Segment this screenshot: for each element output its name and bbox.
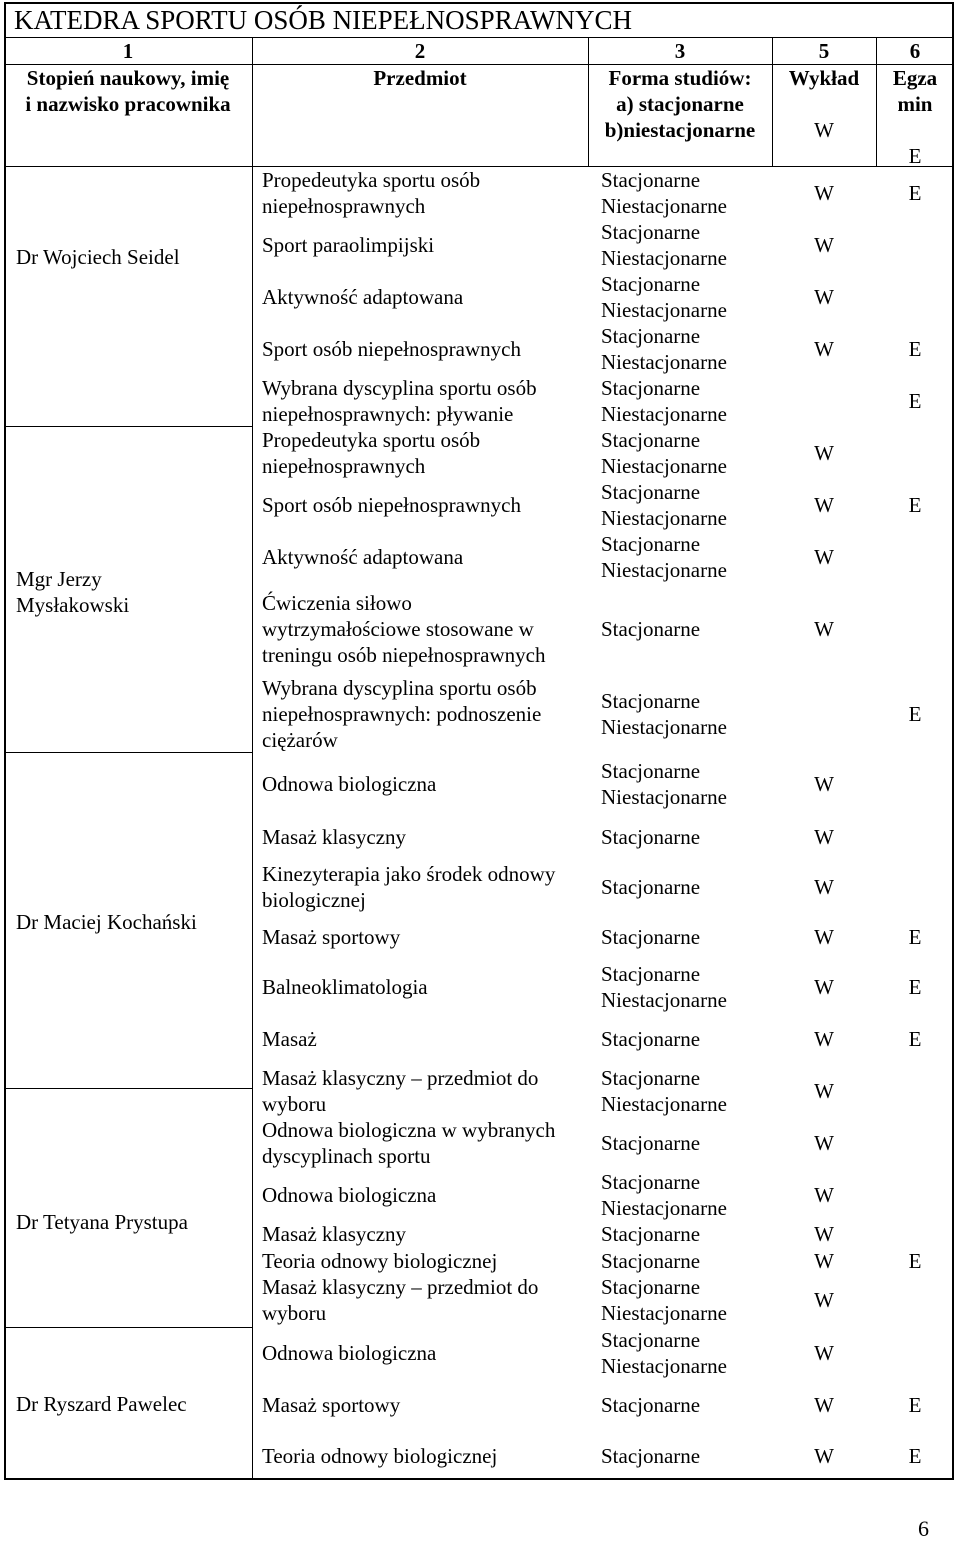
subject-name: Kinezyterapia jako środek odnowy bbox=[262, 862, 556, 886]
lecture-mark: W bbox=[814, 1288, 834, 1312]
study-form: Niestacjonarne bbox=[601, 194, 727, 218]
employee-name: Dr Ryszard Pawelec bbox=[16, 1392, 187, 1416]
study-form: Stacjonarne bbox=[601, 925, 701, 949]
study-form: Stacjonarne bbox=[601, 1222, 701, 1246]
subject-name: Aktywność adaptowana bbox=[262, 545, 464, 569]
subject-name: ciężarów bbox=[262, 728, 338, 752]
subject-name: Odnowa biologiczna bbox=[262, 1183, 437, 1207]
subject-name: Propedeutyka sportu osób bbox=[262, 428, 481, 452]
lecture-mark: W bbox=[814, 617, 834, 641]
lecture-mark: W bbox=[814, 1222, 834, 1246]
subject-name: Wybrana dyscyplina sportu osób bbox=[262, 376, 537, 400]
page-number: 6 bbox=[918, 1516, 929, 1541]
lecture-mark: W bbox=[814, 1393, 834, 1417]
subject-name: niepełnosprawnych: podnoszenie bbox=[262, 702, 542, 726]
study-form: Stacjonarne bbox=[601, 532, 701, 556]
study-form: Stacjonarne bbox=[601, 272, 701, 296]
lecture-mark: W bbox=[814, 825, 834, 849]
subject-name: Masaż bbox=[262, 1027, 317, 1051]
subject-name: Masaż sportowy bbox=[262, 1393, 401, 1417]
lecture-mark: W bbox=[814, 1079, 834, 1103]
subject-name: Sport osób niepełnosprawnych bbox=[262, 493, 521, 517]
employee-name: Mgr Jerzy bbox=[16, 567, 102, 591]
page-title: KATEDRA SPORTU OSÓB NIEPEŁNOSPRAWNYCH bbox=[14, 5, 633, 35]
lecture-mark: W bbox=[814, 285, 834, 309]
study-form: Niestacjonarne bbox=[601, 1354, 727, 1378]
lecture-mark: W bbox=[814, 1341, 834, 1365]
subject-name: Wybrana dyscyplina sportu osób bbox=[262, 676, 537, 700]
header-study-form: a) stacjonarne bbox=[616, 92, 744, 116]
study-form: Stacjonarne bbox=[601, 376, 701, 400]
exam-mark: E bbox=[908, 975, 922, 999]
study-form: Stacjonarne bbox=[601, 825, 701, 849]
lecture-mark: W bbox=[814, 181, 834, 205]
subject-name: Balneoklimatologia bbox=[262, 975, 428, 999]
employee-name: Mysłakowski bbox=[16, 593, 130, 617]
study-form: Niestacjonarne bbox=[601, 1092, 727, 1116]
lecture-mark: W bbox=[814, 1444, 834, 1468]
subject-name: Odnowa biologiczna bbox=[262, 1341, 437, 1365]
subject-name: niepełnosprawnych bbox=[262, 194, 426, 218]
column-number: 6 bbox=[909, 39, 921, 63]
lecture-mark: W bbox=[814, 337, 834, 361]
header-lecture: W bbox=[814, 118, 834, 142]
study-form: Stacjonarne bbox=[601, 1131, 701, 1155]
study-form: Stacjonarne bbox=[601, 1444, 701, 1468]
subject-name: Propedeutyka sportu osób bbox=[262, 168, 481, 192]
subject-name: niepełnosprawnych: pływanie bbox=[262, 402, 514, 426]
lecture-mark: W bbox=[814, 545, 834, 569]
header-employee: Stopień naukowy, imię bbox=[26, 66, 230, 90]
study-form: Stacjonarne bbox=[601, 1066, 701, 1090]
subject-name: Teoria odnowy biologicznej bbox=[262, 1249, 498, 1273]
study-form: Stacjonarne bbox=[601, 1275, 701, 1299]
exam-mark: E bbox=[908, 925, 922, 949]
study-form: Niestacjonarne bbox=[601, 454, 727, 478]
lecture-mark: W bbox=[814, 1183, 834, 1207]
employee-divider bbox=[4, 1088, 252, 1089]
study-form: Niestacjonarne bbox=[601, 988, 727, 1012]
exam-mark: E bbox=[908, 1249, 922, 1273]
subject-name: dyscyplinach sportu bbox=[262, 1144, 431, 1168]
study-form: Stacjonarne bbox=[601, 962, 701, 986]
subject-name: biologicznej bbox=[262, 888, 366, 912]
lecture-mark: W bbox=[814, 233, 834, 257]
study-form: Stacjonarne bbox=[601, 428, 701, 452]
column-number: 3 bbox=[674, 39, 686, 63]
subject-name: Odnowa biologiczna w wybranych bbox=[262, 1118, 556, 1142]
header-exam: E bbox=[908, 144, 922, 168]
study-form: Stacjonarne bbox=[601, 617, 701, 641]
subject-name: wytrzymałościowe stosowane w bbox=[262, 617, 534, 641]
exam-mark: E bbox=[908, 1027, 922, 1051]
study-form: Stacjonarne bbox=[601, 1328, 701, 1352]
exam-mark: E bbox=[908, 493, 922, 517]
exam-mark: E bbox=[908, 181, 922, 205]
subject-name: wyboru bbox=[262, 1092, 327, 1116]
study-form: Niestacjonarne bbox=[601, 350, 727, 374]
study-form: Niestacjonarne bbox=[601, 1196, 727, 1220]
lecture-mark: W bbox=[814, 772, 834, 796]
study-form: Stacjonarne bbox=[601, 168, 701, 192]
subject-name: Masaż sportowy bbox=[262, 925, 401, 949]
study-form: Niestacjonarne bbox=[601, 558, 727, 582]
study-form: Stacjonarne bbox=[601, 1170, 701, 1194]
employee-divider bbox=[4, 752, 252, 753]
study-form: Stacjonarne bbox=[601, 1249, 701, 1273]
study-form: Stacjonarne bbox=[601, 759, 701, 783]
header-lecture: Wykład bbox=[788, 66, 860, 90]
employee-name: Dr Wojciech Seidel bbox=[16, 245, 180, 269]
lecture-mark: W bbox=[814, 441, 834, 465]
exam-mark: E bbox=[908, 389, 922, 413]
header-employee: i nazwisko pracownika bbox=[25, 92, 231, 116]
employee-name: Dr Maciej Kochański bbox=[16, 910, 197, 934]
header-exam: Egza bbox=[892, 66, 938, 90]
exam-mark: E bbox=[908, 1393, 922, 1417]
subject-name: wyboru bbox=[262, 1301, 327, 1325]
study-form: Niestacjonarne bbox=[601, 402, 727, 426]
header-study-form: Forma studiów: bbox=[608, 66, 752, 90]
study-form: Niestacjonarne bbox=[601, 246, 727, 270]
employee-divider bbox=[4, 426, 252, 427]
employee-divider bbox=[4, 1327, 252, 1328]
lecture-mark: W bbox=[814, 1027, 834, 1051]
study-form: Niestacjonarne bbox=[601, 298, 727, 322]
lecture-mark: W bbox=[814, 1131, 834, 1155]
column-divider bbox=[252, 37, 253, 1478]
subject-name: Teoria odnowy biologicznej bbox=[262, 1444, 498, 1468]
header-study-form: b)niestacjonarne bbox=[604, 118, 756, 142]
column-number: 5 bbox=[818, 39, 830, 63]
subject-name: Masaż klasyczny bbox=[262, 1222, 407, 1246]
lecture-mark: W bbox=[814, 1249, 834, 1273]
study-form: Niestacjonarne bbox=[601, 1301, 727, 1325]
study-form: Stacjonarne bbox=[601, 220, 701, 244]
lecture-mark: W bbox=[814, 925, 834, 949]
subject-name: Ćwiczenia siłowo bbox=[262, 591, 412, 615]
lecture-mark: W bbox=[814, 875, 834, 899]
subject-name: Masaż klasyczny – przedmiot do bbox=[262, 1066, 539, 1090]
study-form: Niestacjonarne bbox=[601, 715, 727, 739]
subject-name: Odnowa biologiczna bbox=[262, 772, 437, 796]
subject-name: treningu osób niepełnosprawnych bbox=[262, 643, 546, 667]
study-form: Stacjonarne bbox=[601, 1027, 701, 1051]
study-form: Niestacjonarne bbox=[601, 506, 727, 530]
study-form: Stacjonarne bbox=[601, 1393, 701, 1417]
column-number: 1 bbox=[122, 39, 134, 63]
exam-mark: E bbox=[908, 1444, 922, 1468]
study-form: Stacjonarne bbox=[601, 324, 701, 348]
subject-name: Masaż klasyczny bbox=[262, 825, 407, 849]
study-form: Stacjonarne bbox=[601, 689, 701, 713]
subject-name: Sport paraolimpijski bbox=[262, 233, 435, 257]
exam-mark: E bbox=[908, 702, 922, 726]
lecture-mark: W bbox=[814, 493, 834, 517]
study-form: Niestacjonarne bbox=[601, 785, 727, 809]
subject-name: Aktywność adaptowana bbox=[262, 285, 464, 309]
header-exam: min bbox=[897, 92, 933, 116]
lecture-mark: W bbox=[814, 975, 834, 999]
column-number: 2 bbox=[414, 39, 426, 63]
subject-name: niepełnosprawnych bbox=[262, 454, 426, 478]
subject-name: Sport osób niepełnosprawnych bbox=[262, 337, 521, 361]
subject-name: Masaż klasyczny – przedmiot do bbox=[262, 1275, 539, 1299]
study-form: Stacjonarne bbox=[601, 480, 701, 504]
employee-name: Dr Tetyana Prystupa bbox=[16, 1210, 188, 1234]
exam-mark: E bbox=[908, 337, 922, 361]
header-subject: Przedmiot bbox=[373, 66, 467, 90]
study-form: Stacjonarne bbox=[601, 875, 701, 899]
